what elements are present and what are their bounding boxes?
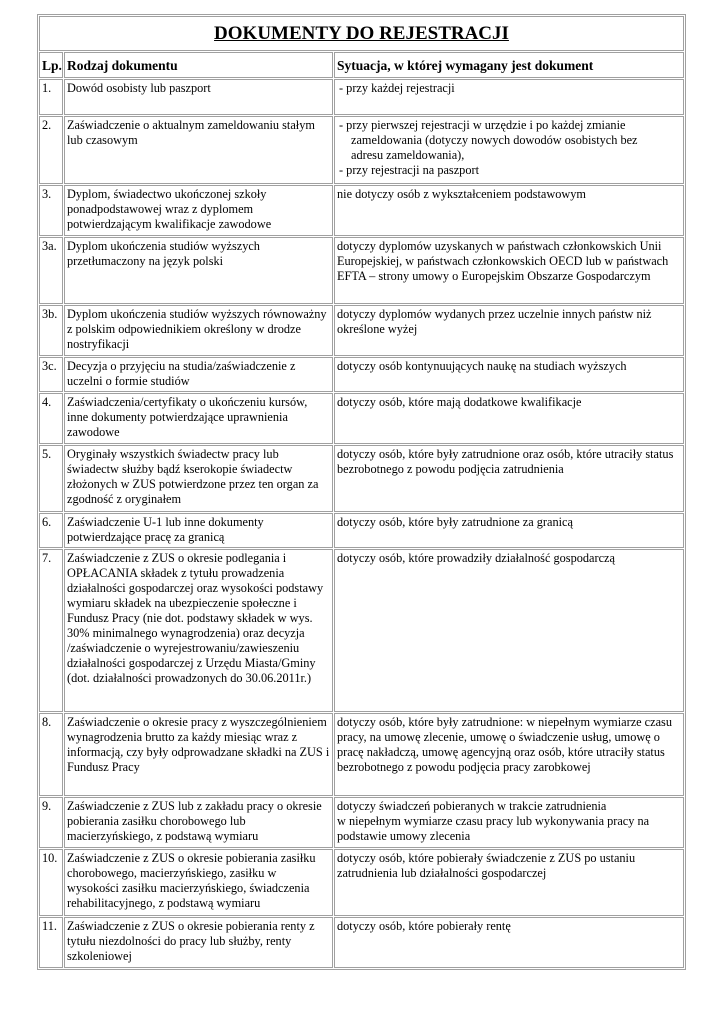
situation-cell (334, 445, 684, 512)
documents-table (37, 14, 686, 970)
situation-line: dotyczy osób, które były zatrudnione oraz osób, które utraciły status bezrobotnego z powodu podjęcia zatrudnienia (337, 447, 674, 476)
table-row (39, 393, 684, 444)
table-row (39, 713, 684, 796)
situation-line: - przy rejestracji na paszport (339, 163, 479, 177)
table-row (39, 357, 684, 392)
header-row (39, 52, 684, 78)
table-row (39, 185, 684, 236)
situation-line: dotyczy osób, które mają dodatkowe kwalifikacje (337, 395, 582, 409)
situation-line: dotyczy dyplomów wydanych przez uczelnie innych państw niż określone wyżej (337, 307, 652, 336)
situation-line: nie dotyczy osób z wykształceniem podstawowym (337, 187, 586, 201)
situation-line: - przy pierwszej rejestracji w urzędzie i po każdej zmianie (339, 118, 626, 132)
row-number: 11. (39, 917, 63, 968)
situation-line: dotyczy osób kontynuujących naukę na studiach wyższych (337, 359, 627, 373)
situation-cell (334, 549, 684, 712)
document-type-cell: Zaświadczenie z ZUS lub z zakładu pracy o okresie pobierania zasiłku chorobowego lub macierzyńskiego, z podstawą wymiaru (64, 797, 333, 848)
table-row (39, 849, 684, 916)
row-number: 7. (39, 549, 63, 712)
document-type-cell: Zaświadczenie z ZUS o okresie pobierania zasiłku chorobowego, macierzyńskiego, zasiłku w wysokości zasiłku macierzyńskiego, świadczenia rehabilitacyjnego, z podstawą wymiaru (64, 849, 333, 916)
document-type-cell: Zaświadczenie U-1 lub inne dokumenty potwierdzające pracę za granicą (64, 513, 333, 548)
situation-line: dotyczy osób, które były zatrudnione: w niepełnym wymiarze czasu pracy, na umowę zlecenie, umowę o świadczenie usług, umowę o pracę nakładczą, umowę agencyjną oraz osób, które utraciły status bezrobotnego z powodu podjęcia pracy zarobkowej (337, 715, 672, 774)
situation-line: dotyczy osób, które były zatrudnione za granicą (337, 515, 573, 529)
table-row (39, 79, 684, 115)
situation-cell (334, 393, 684, 444)
row-number: 5. (39, 445, 63, 512)
situation-line: adresu zameldowania), (351, 148, 465, 162)
document-page (37, 14, 686, 970)
table-row (39, 445, 684, 512)
header-document-type: Rodzaj dokumentu (64, 52, 333, 78)
table-row (39, 549, 684, 712)
document-type-cell: Dyplom ukończenia studiów wyższych przetłumaczony na język polski (64, 237, 333, 304)
situation-cell (334, 237, 684, 304)
situation-line: - przy każdej rejestracji (339, 81, 455, 95)
row-number: 6. (39, 513, 63, 548)
situation-line: zameldowania (dotyczy nowych dowodów osobistych bez (351, 133, 638, 147)
row-number: 3a. (39, 237, 63, 304)
row-number: 1. (39, 79, 63, 115)
document-type-cell: Dyplom, świadectwo ukończonej szkoły ponadpodstawowej wraz z dyplomem potwierdzającym kwalifikacje zawodowe (64, 185, 333, 236)
table-row (39, 917, 684, 968)
situation-cell (334, 79, 684, 115)
row-number: 4. (39, 393, 63, 444)
situation-cell (334, 797, 684, 848)
document-type-cell: Zaświadczenie z ZUS o okresie podlegania i OPŁACANIA składek z tytułu prowadzenia działalności gospodarczej oraz wysokości podstawy wymiaru składek na ubezpieczenie społeczne i Fundusz Pracy (nie dot. podstawy składek w wys. 30% minimalnego wynagrodzenia) oraz decyzja /zaświadczenie o wyrejestrowaniu/zawieszeniu działalności gospodarczej z Urzędu Miasta/Gminy (dot. działalności prowadzonych do 30.06.2011r.) (64, 549, 333, 712)
situation-line: dotyczy świadczeń pobieranych w trakcie zatrudnienia (337, 799, 607, 813)
row-number: 2. (39, 116, 63, 184)
situation-line: dotyczy osób, które pobierały świadczenie z ZUS po ustaniu zatrudnienia lub działalności gospodarczej (337, 851, 636, 880)
document-type-cell: Zaświadczenie z ZUS o okresie pobierania renty z tytułu niezdolności do pracy lub służby, renty szkoleniowej (64, 917, 333, 968)
situation-cell (334, 305, 684, 356)
table-row (39, 237, 684, 304)
situation-cell (334, 357, 684, 392)
document-type-cell: Dowód osobisty lub paszport (64, 79, 333, 115)
situation-line: dotyczy osób, które pobierały rentę (337, 919, 511, 933)
table-row (39, 305, 684, 356)
row-number: 3. (39, 185, 63, 236)
situation-line: dotyczy dyplomów uzyskanych w państwach członkowskich Unii Europejskiej, w państwach członkowskich OECD lub w państwach EFTA – strony umowy o Europejskim Obszarze Gospodarczym (337, 239, 669, 283)
situation-line: dotyczy osób, które prowadziły działalność gospodarczą (337, 551, 615, 565)
situation-cell (334, 513, 684, 548)
document-type-cell: Dyplom ukończenia studiów wyższych równoważny z polskim odpowiednikiem określony w drodze nostryfikacji (64, 305, 333, 356)
title-row (39, 16, 684, 51)
situation-cell (334, 713, 684, 796)
row-number: 3c. (39, 357, 63, 392)
situation-line: w niepełnym wymiarze czasu pracy lub wykonywania pracy na podstawie umowy zlecenia (337, 814, 650, 843)
row-number: 10. (39, 849, 63, 916)
situation-cell (334, 116, 684, 184)
situation-cell (334, 185, 684, 236)
row-number: 9. (39, 797, 63, 848)
header-situation: Sytuacja, w której wymagany jest dokument (334, 52, 684, 78)
document-type-cell: Decyzja o przyjęciu na studia/zaświadczenie z uczelni o formie studiów (64, 357, 333, 392)
row-number: 8. (39, 713, 63, 796)
header-lp: Lp. (39, 52, 63, 78)
row-number: 3b. (39, 305, 63, 356)
document-type-cell: Zaświadczenia/certyfikaty o ukończeniu kursów, inne dokumenty potwierdzające uprawnienia zawodowe (64, 393, 333, 444)
document-type-cell: Zaświadczenie o okresie pracy z wyszczególnieniem wynagrodzenia brutto za każdy miesiąc wraz z informacją, czy były odprowadzane składki na ZUS i Fundusz Pracy (64, 713, 333, 796)
document-type-cell: Oryginały wszystkich świadectw pracy lub świadectw służby bądź kserokopie świadectw złożonych w ZUS potwierdzone przez ten organ za zgodność z oryginałem (64, 445, 333, 512)
table-row (39, 513, 684, 548)
table-row (39, 797, 684, 848)
page-title: DOKUMENTY DO REJESTRACJI (39, 16, 684, 51)
table-row (39, 116, 684, 184)
document-type-cell: Zaświadczenie o aktualnym zameldowaniu stałym lub czasowym (64, 116, 333, 184)
situation-cell (334, 917, 684, 968)
situation-cell (334, 849, 684, 916)
